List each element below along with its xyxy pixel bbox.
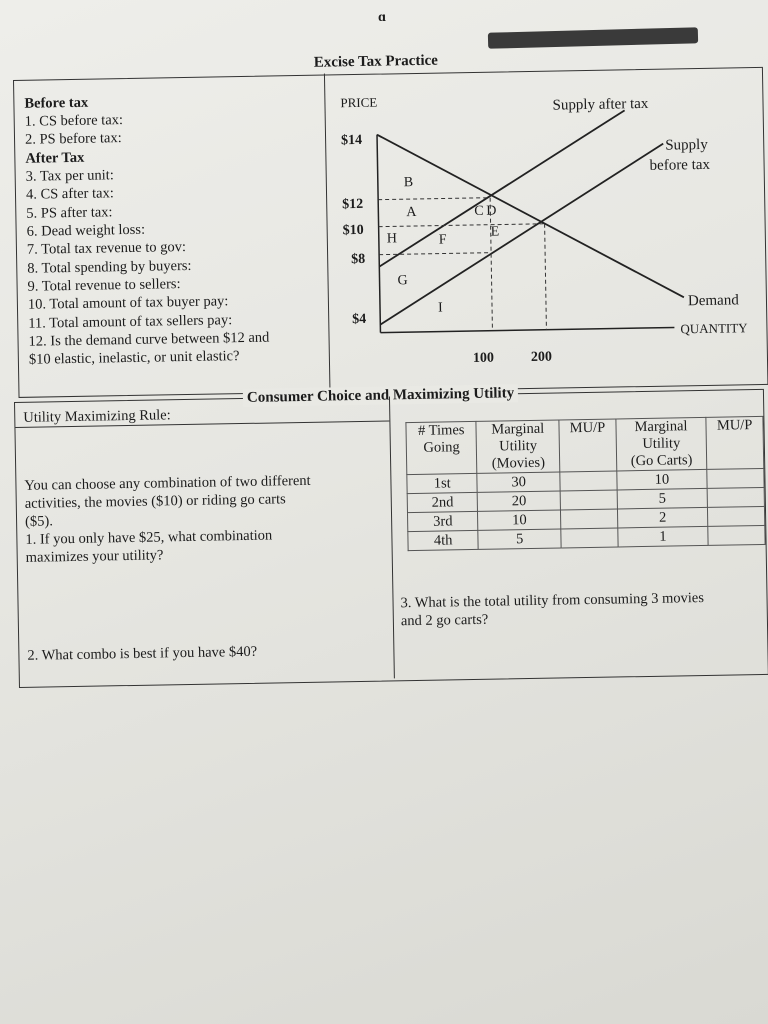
- excise-tax-title: Excise Tax Practice: [313, 52, 439, 71]
- movies-mup-cell: [560, 490, 617, 510]
- area-label-b: B: [403, 175, 414, 191]
- movies-mu-cell: 10: [478, 510, 561, 530]
- problem-question-2: 2. What combo is best if you have $40?: [27, 643, 258, 664]
- area-label-g: G: [397, 273, 408, 289]
- consumer-choice-title: Consumer Choice and Maximizing Utility: [243, 384, 518, 407]
- problem-line-2: activities, the movies ($10) or riding go carts: [24, 491, 286, 512]
- area-label-a: A: [406, 204, 417, 221]
- carts-mu-cell: 1: [618, 526, 709, 547]
- demand-curve: [377, 129, 684, 302]
- carts-mu-cell: 2: [617, 507, 708, 528]
- question-6: 6. Dead weight loss:: [26, 221, 146, 240]
- movies-mup-cell: [560, 471, 617, 491]
- supply-before-tax-label-1: Supply: [665, 136, 708, 154]
- carts-mup-cell: [708, 525, 765, 545]
- header-mup-movies: MU/P: [559, 419, 617, 472]
- times-cell: 2nd: [407, 492, 478, 512]
- question-11: 11. Total amount of tax sellers pay:: [28, 312, 233, 332]
- question-4: 4. CS after tax:: [25, 185, 114, 203]
- problem-question-1b: maximizes your utility?: [25, 547, 164, 566]
- times-cell: 1st: [407, 473, 478, 493]
- question-5: 5. PS after tax:: [26, 204, 113, 222]
- supply-before-tax-curve: [377, 144, 666, 325]
- after-tax-heading: After Tax: [25, 149, 85, 167]
- question-1: 1. CS before tax:: [24, 112, 124, 130]
- question-9: 9. Total revenue to sellers:: [27, 276, 181, 295]
- demand-label: Demand: [687, 292, 739, 310]
- problem-question-1a: 1. If you only have $25, what combination: [25, 527, 273, 548]
- header-mup-go-carts: MU/P: [706, 416, 764, 469]
- redacted-name-scribble: [488, 27, 698, 48]
- price-tick-10: $10: [342, 222, 364, 239]
- price-tick-4: $4: [352, 311, 367, 328]
- price-tick-8: $8: [351, 251, 366, 268]
- utility-rule-label: Utility Maximizing Rule:: [23, 407, 171, 426]
- quantity-axis: [380, 327, 674, 332]
- dashed-line-10: [379, 224, 545, 227]
- quantity-axis-label: QUANTITY: [680, 320, 748, 337]
- before-tax-heading: Before tax: [24, 94, 89, 112]
- problem-line-3: ($5).: [24, 513, 54, 530]
- question-3: 3. Tax per unit:: [25, 167, 114, 185]
- dashed-line-8: [379, 253, 491, 255]
- movies-mup-cell: [560, 509, 617, 529]
- header-mu-movies: Marginal Utility (Movies): [476, 420, 559, 473]
- table-header-row: [406, 416, 764, 474]
- question-7: 7. Total tax revenue to gov:: [26, 239, 187, 258]
- pen-mark: ɑ: [378, 10, 387, 25]
- area-label-c: C: [474, 203, 484, 219]
- price-tick-14: $14: [340, 132, 363, 149]
- question-8: 8. Total spending by buyers:: [27, 257, 192, 277]
- problem-question-3a: 3. What is the total utility from consuming 3 movies: [400, 589, 705, 612]
- price-axis-label: PRICE: [340, 94, 378, 111]
- times-cell: 3rd: [407, 511, 478, 531]
- question-2: 2. PS before tax:: [24, 130, 122, 148]
- supply-after-tax-curve: [377, 110, 628, 266]
- area-label-h: H: [386, 231, 398, 247]
- problem-question-3b: and 2 go carts?: [400, 611, 489, 630]
- carts-mup-cell: [708, 506, 765, 526]
- movies-mup-cell: [561, 528, 618, 548]
- dashed-line-12: [378, 198, 490, 200]
- dashed-line-200: [545, 224, 547, 330]
- supply-before-tax-label-2: before tax: [649, 156, 711, 174]
- quantity-tick-100: 100: [472, 350, 495, 367]
- problem-line-1: You can choose any combination of two different: [24, 472, 311, 494]
- excise-tax-graph: [326, 68, 767, 390]
- header-times-going: # Times Going: [406, 421, 477, 474]
- question-12-line-1: 12. Is the demand curve between $12 and: [28, 329, 270, 350]
- carts-mu-cell: 5: [617, 488, 708, 509]
- excise-tax-section: [13, 52, 768, 398]
- price-axis: [377, 135, 380, 333]
- area-label-i: I: [437, 300, 443, 316]
- utility-column-divider: [389, 396, 395, 678]
- area-label-f: F: [438, 232, 447, 248]
- question-10: 10. Total amount of tax buyer pay:: [27, 293, 229, 313]
- header-mu-go-carts: Marginal Utility (Go Carts): [616, 417, 707, 471]
- movies-mu-cell: 5: [478, 529, 561, 549]
- carts-mup-cell: [707, 468, 764, 488]
- movies-mu-cell: 30: [477, 472, 560, 492]
- consumer-choice-section: [14, 385, 768, 688]
- supply-after-tax-label: Supply after tax: [552, 95, 649, 114]
- area-label-e: E: [490, 224, 500, 240]
- times-cell: 4th: [408, 530, 479, 550]
- marginal-utility-table: [405, 416, 765, 551]
- carts-mu-cell: 10: [617, 469, 708, 490]
- question-12-line-2: $10 elastic, inelastic, or unit elastic?: [28, 348, 240, 368]
- quantity-tick-200: 200: [530, 349, 553, 366]
- price-tick-12: $12: [342, 196, 364, 213]
- carts-mup-cell: [707, 487, 764, 507]
- area-label-d: D: [486, 203, 497, 219]
- movies-mu-cell: 20: [478, 491, 561, 511]
